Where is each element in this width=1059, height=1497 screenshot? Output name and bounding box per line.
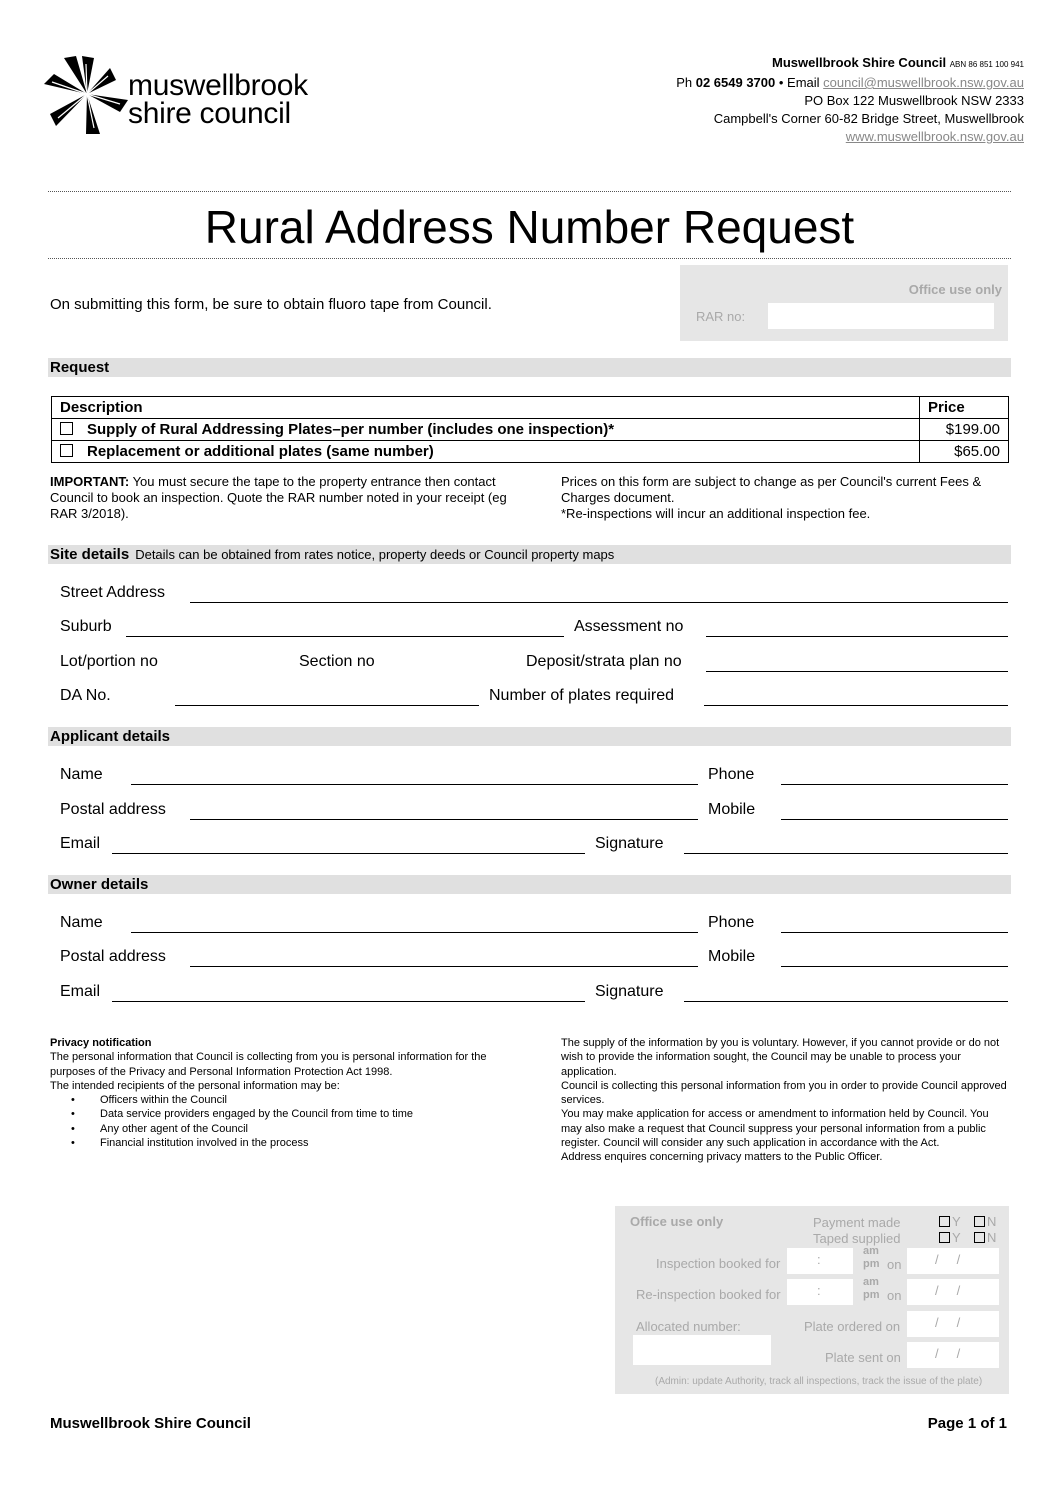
divider	[48, 258, 1011, 259]
applicant-mobile-label: Mobile	[708, 801, 756, 818]
on-label: on	[887, 1288, 902, 1303]
office-use-label: Office use only	[630, 1214, 724, 1229]
phone-prefix: Ph	[676, 75, 693, 90]
list-item: • Financial institution involved in the process	[100, 1136, 500, 1150]
no-label: N	[987, 1214, 997, 1229]
owner-email-field[interactable]	[112, 1001, 585, 1002]
street-address-field[interactable]	[190, 602, 1008, 603]
payment-made-label: Payment made	[813, 1215, 901, 1230]
deposit-plan-field[interactable]	[706, 671, 1008, 672]
office-use-box-bottom	[615, 1206, 1009, 1394]
owner-postal-label: Postal address	[60, 948, 166, 965]
am-pm-toggle[interactable]	[863, 1276, 880, 1302]
reinspection-text: *Re-inspections will incur an additional inspection fee.	[561, 506, 871, 521]
plate-sent-date-input[interactable]	[907, 1342, 999, 1368]
applicant-postal-field[interactable]	[190, 819, 698, 820]
item-price: $199.00	[920, 419, 1009, 441]
table-row	[52, 441, 1009, 463]
da-no-field[interactable]	[175, 705, 479, 706]
street-address-label: Street Address	[60, 584, 165, 601]
privacy-p2: The intended recipients of the personal information may be:	[50, 1079, 340, 1092]
section-applicant-details	[48, 727, 1011, 746]
yes-label: Y	[952, 1230, 961, 1245]
plate-ordered-date-input[interactable]	[907, 1311, 999, 1337]
owner-name-label: Name	[60, 914, 103, 931]
office-use-box-top	[680, 265, 1008, 341]
taped-no-option[interactable]	[974, 1230, 996, 1245]
phone-number: 02 6549 3700	[695, 75, 776, 90]
important-text: You must secure the tape to the property entrance then contact Council to book an inspection. Quote the RAR number noted in your receipt (eg RAR 3/2018).	[50, 474, 507, 521]
important-label: IMPORTANT:	[50, 474, 130, 489]
applicant-email-label: Email	[60, 835, 101, 852]
email-prefix: • Email	[778, 75, 820, 90]
page-number: Page 1 of 1	[927, 1415, 1007, 1432]
privacy-notice-left	[50, 1036, 500, 1150]
item-label: Supply of Rural Addressing Plates–per number (includes one inspection)*	[87, 421, 615, 438]
section-title: Owner details	[50, 876, 149, 893]
applicant-mobile-field[interactable]	[781, 819, 1008, 820]
request-table	[51, 396, 1009, 463]
applicant-name-label: Name	[60, 766, 103, 783]
table-header-row	[52, 397, 1009, 419]
date-separators: / /	[935, 1315, 961, 1330]
payment-yes-option[interactable]	[939, 1214, 961, 1229]
footer-org: Muswellbrook Shire Council	[50, 1415, 251, 1432]
reinspection-booked-label: Re-inspection booked for	[636, 1287, 781, 1302]
privacy-r2: Council is collecting this personal information from you in order to provide Council approved services.	[561, 1079, 1007, 1107]
allocated-number-input[interactable]	[633, 1335, 771, 1365]
yes-label: Y	[952, 1214, 961, 1229]
rar-input[interactable]	[768, 303, 994, 329]
plate-ordered-label: Plate ordered on	[804, 1319, 901, 1334]
date-separators: / /	[935, 1346, 961, 1361]
pm-label: pm	[863, 1258, 880, 1270]
recipients-list	[50, 1093, 500, 1150]
owner-signature-label: Signature	[595, 983, 664, 1000]
assessment-field[interactable]	[706, 636, 1008, 637]
owner-mobile-label: Mobile	[708, 948, 756, 965]
suburb-field[interactable]	[126, 636, 564, 637]
plates-required-label: Number of plates required	[489, 687, 674, 704]
plate-sent-label: Plate sent on	[825, 1350, 901, 1365]
allocated-number-label: Allocated number:	[636, 1319, 741, 1334]
section-subtitle: Details can be obtained from rates notice, property deeds or Council property maps	[135, 547, 615, 562]
table-row	[52, 419, 1009, 441]
org-name: Muswellbrook Shire Council	[772, 55, 947, 70]
reinspection-time-input[interactable]	[787, 1279, 853, 1305]
col-description: Description	[52, 397, 920, 419]
pm-label: pm	[863, 1289, 880, 1301]
reinspection-date-input[interactable]	[907, 1279, 999, 1305]
am-label: am	[863, 1276, 879, 1288]
inspection-time-input[interactable]	[787, 1248, 853, 1274]
applicant-signature-label: Signature	[595, 835, 664, 852]
item-checkbox[interactable]	[60, 444, 73, 457]
rar-label: RAR no:	[696, 309, 746, 324]
inspection-booked-label: Inspection booked for	[656, 1256, 781, 1271]
list-item: • Officers within the Council	[100, 1093, 500, 1107]
item-cell	[52, 419, 920, 441]
list-item: • Any other agent of the Council	[100, 1122, 500, 1136]
section-owner-details	[48, 875, 1011, 894]
privacy-r3: You may make application for access or amendment to information held by Council. You may also make a request that Council suppress your personal information from a public register. Council will consider any such application in accordance with the Act.	[561, 1108, 989, 1150]
privacy-r4: Address enquires concerning privacy matters to the Public Officer.	[561, 1151, 883, 1164]
am-pm-toggle[interactable]	[863, 1245, 880, 1271]
divider	[48, 191, 1011, 192]
admin-note: (Admin: update Authority, track all inspections, track the issue of the plate)	[655, 1376, 983, 1387]
brand-wordmark	[128, 69, 308, 130]
section-site-details	[48, 545, 1011, 564]
item-cell	[52, 441, 920, 463]
contact-block	[676, 54, 1024, 146]
lot-portion-label: Lot/portion no	[60, 653, 158, 670]
office-use-label: Office use only	[908, 282, 1002, 297]
applicant-name-field[interactable]	[131, 784, 698, 785]
item-checkbox[interactable]	[60, 422, 73, 435]
privacy-notice-right	[561, 1036, 1009, 1165]
checkbox-icon	[974, 1232, 985, 1243]
am-label: am	[863, 1245, 879, 1257]
on-label: on	[887, 1257, 902, 1272]
plates-required-field[interactable]	[704, 705, 1008, 706]
checkbox-icon	[939, 1216, 950, 1227]
owner-email-label: Email	[60, 983, 101, 1000]
suburb-label: Suburb	[60, 618, 112, 635]
brand-line-1: muswellbrook	[128, 69, 308, 102]
owner-signature-field[interactable]	[684, 1001, 1008, 1002]
owner-mobile-field[interactable]	[781, 966, 1008, 967]
website-link[interactable]: www.muswellbrook.nsw.gov.au	[845, 129, 1024, 144]
da-no-label: DA No.	[60, 687, 111, 704]
section-title: Request	[50, 359, 110, 376]
important-note	[50, 474, 510, 522]
section-no-label: Section no	[299, 653, 375, 670]
owner-name-field[interactable]	[131, 932, 698, 933]
po-box: PO Box 122 Muswellbrook NSW 2333	[804, 93, 1024, 108]
assessment-label: Assessment no	[574, 618, 684, 635]
privacy-r1: The supply of the information by you is voluntary. However, if you cannot provide or do not wish to provide the information sought, the Council may be unable to process your application.	[561, 1037, 1000, 1078]
time-colon: :	[817, 1283, 821, 1298]
brand-line-2: shire council	[128, 97, 291, 130]
owner-postal-field[interactable]	[190, 966, 698, 967]
prices-note	[561, 474, 1011, 522]
list-item: • Data service providers engaged by the Council from time to time	[100, 1107, 500, 1121]
date-separators: / /	[935, 1283, 961, 1298]
street-address: Campbell's Corner 60-82 Bridge Street, Muswellbrook	[713, 111, 1024, 126]
applicant-phone-label: Phone	[708, 766, 755, 783]
checkbox-icon	[939, 1232, 950, 1243]
taped-yes-option[interactable]	[939, 1230, 961, 1245]
page-title: Rural Address Number Request	[204, 201, 855, 253]
inspection-date-input[interactable]	[907, 1248, 999, 1274]
owner-phone-field[interactable]	[781, 932, 1008, 933]
checkbox-icon	[974, 1216, 985, 1227]
col-price: Price	[920, 397, 1009, 419]
intro-text: On submitting this form, be sure to obtain fluoro tape from Council.	[50, 296, 492, 313]
item-price: $65.00	[920, 441, 1009, 463]
no-label: N	[987, 1230, 997, 1245]
time-colon: :	[817, 1252, 821, 1267]
prices-text: Prices on this form are subject to change as per Council's current Fees & Charges document.	[561, 474, 982, 505]
date-separators: / /	[935, 1252, 961, 1267]
council-logo	[42, 54, 132, 138]
section-title: Applicant details	[50, 728, 171, 745]
applicant-postal-label: Postal address	[60, 801, 166, 818]
privacy-p1: The personal information that Council is collecting from you is personal information for the purposes of the Privacy and Personal Information Protection Act 1998.	[50, 1051, 487, 1078]
section-title: Site details	[50, 546, 130, 563]
applicant-signature-field[interactable]	[684, 853, 1008, 854]
item-label: Replacement or additional plates (same number)	[87, 443, 434, 460]
privacy-heading: Privacy notification	[50, 1037, 152, 1049]
taped-supplied-label: Taped supplied	[813, 1231, 901, 1246]
applicant-email-field[interactable]	[112, 853, 585, 854]
applicant-phone-field[interactable]	[781, 784, 1008, 785]
deposit-plan-label: Deposit/strata plan no	[526, 653, 682, 670]
email-link[interactable]: council@muswellbrook.nsw.gov.au	[823, 75, 1024, 90]
abn: ABN 86 851 100 941	[949, 60, 1024, 69]
payment-no-option[interactable]	[974, 1214, 996, 1229]
section-request	[48, 358, 1011, 377]
owner-phone-label: Phone	[708, 914, 755, 931]
